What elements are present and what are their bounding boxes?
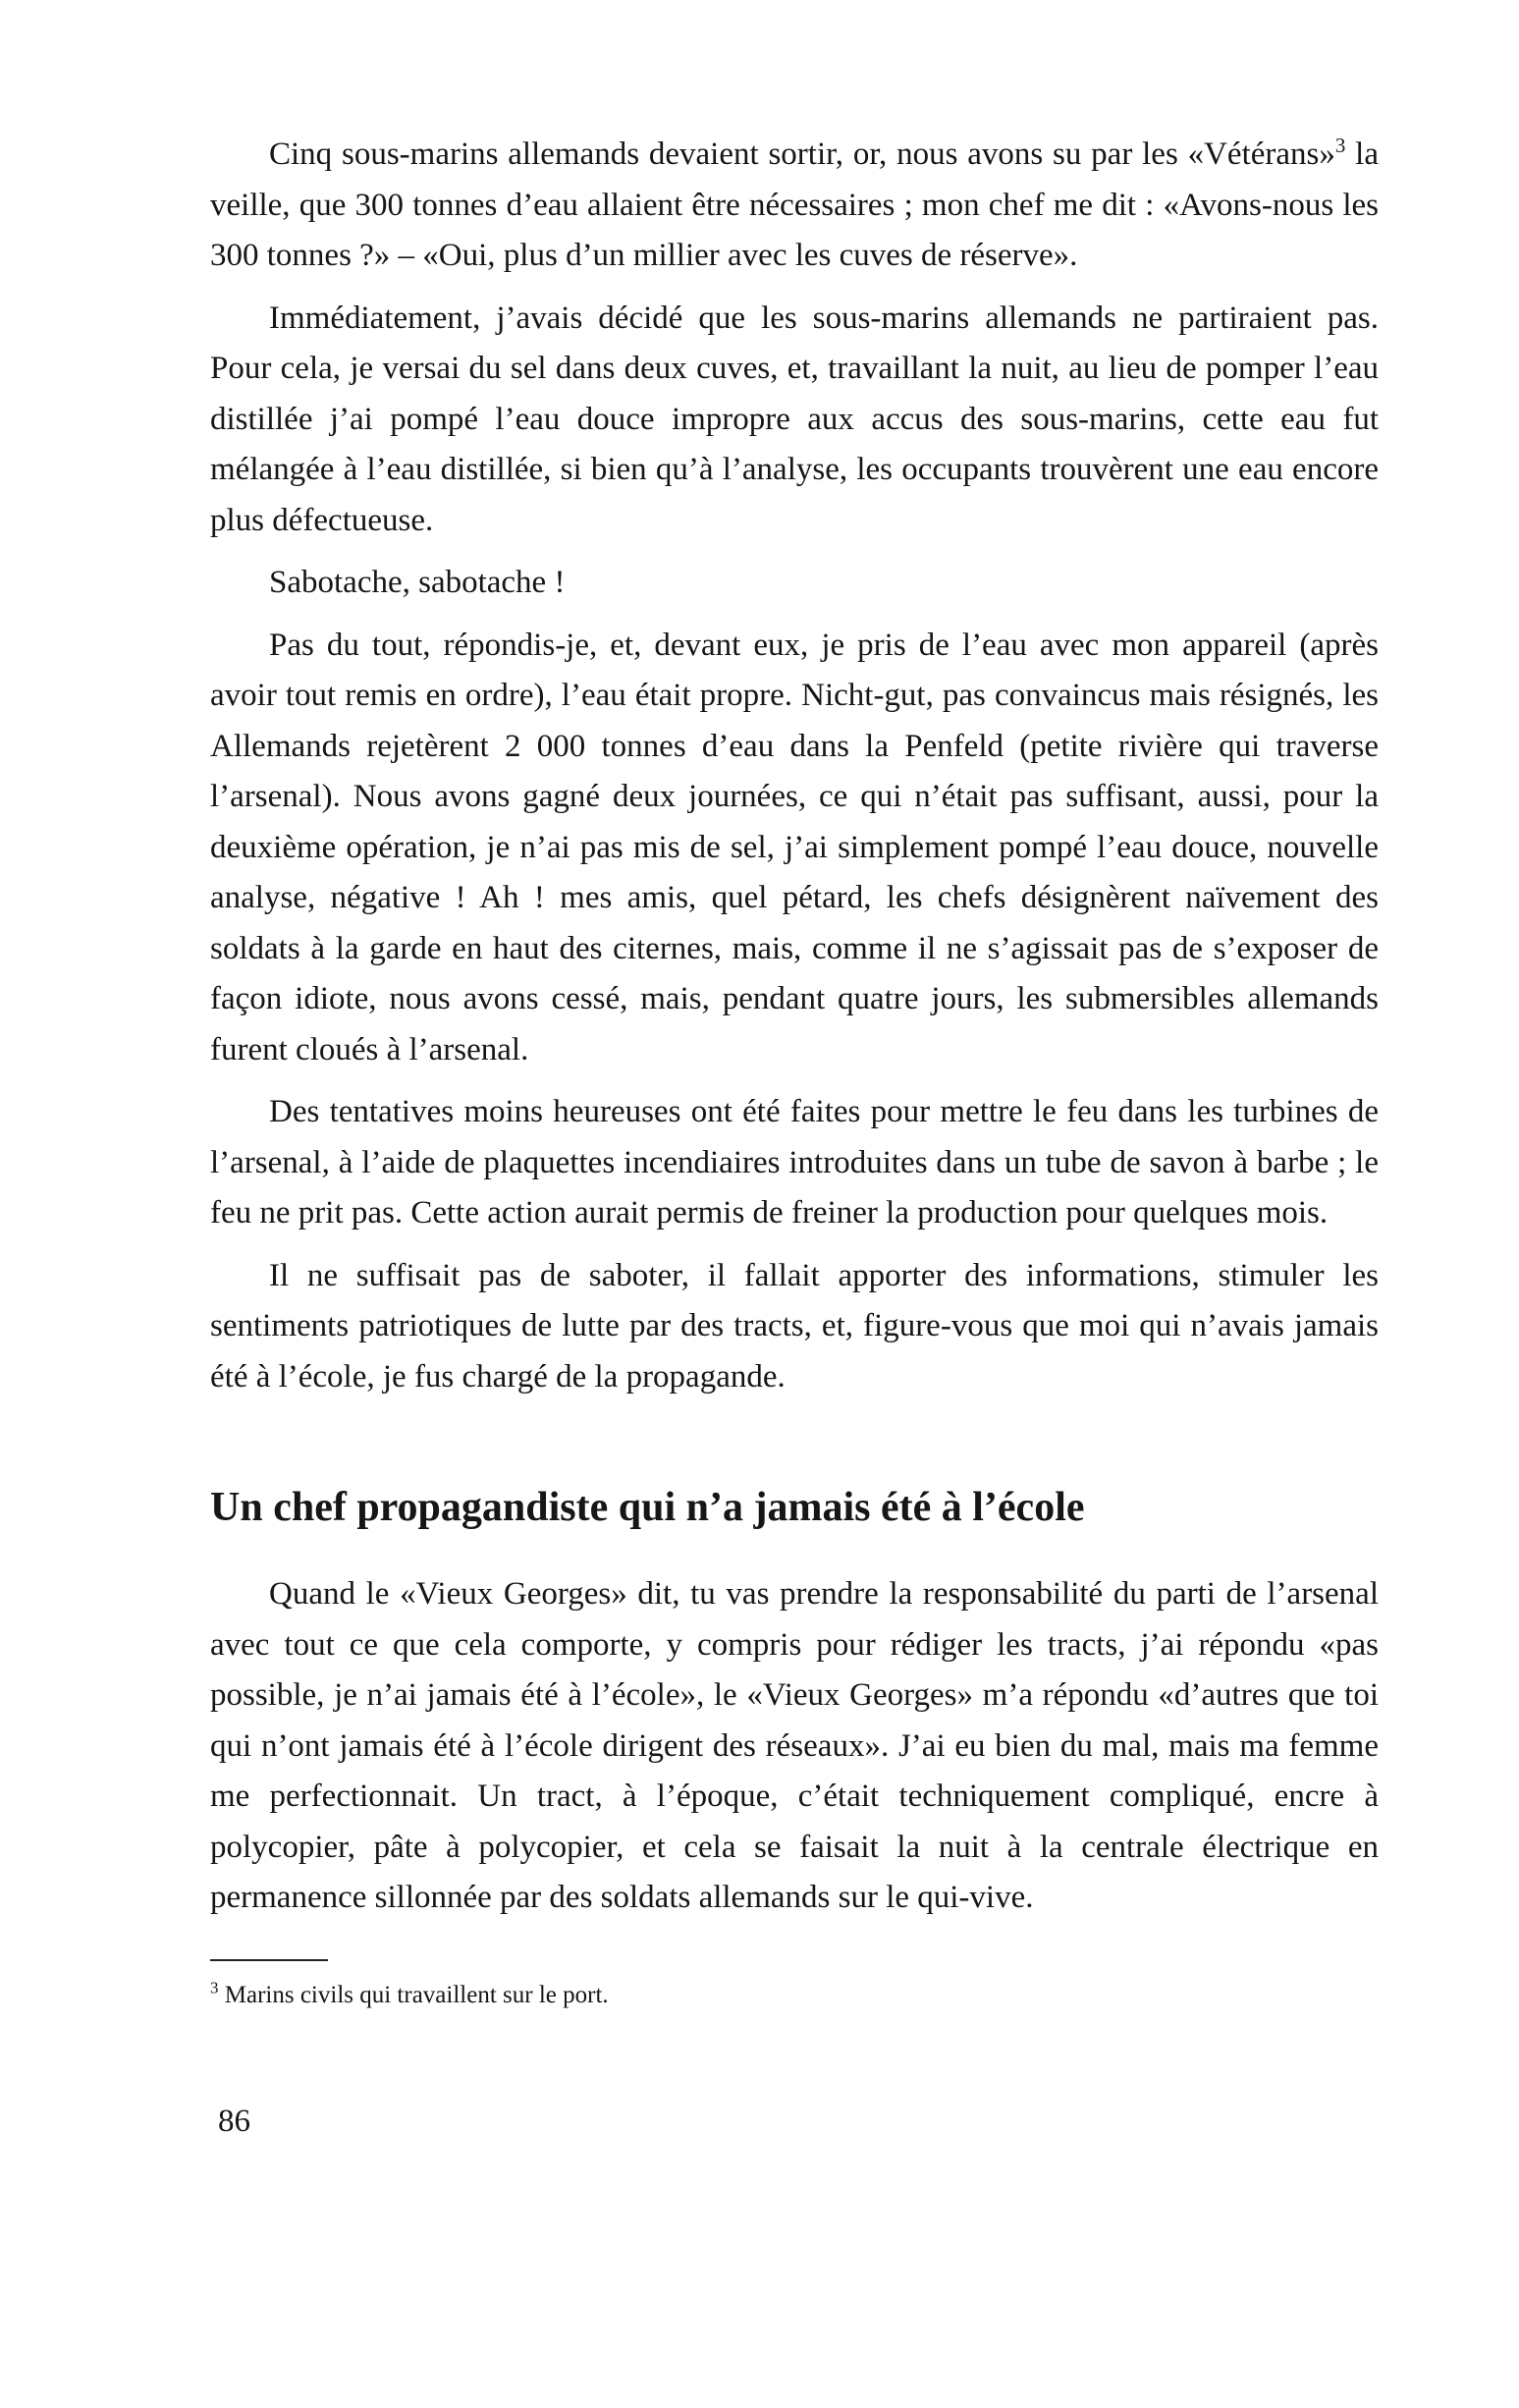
footnote-text: Marins civils qui travaillent sur le port.	[218, 1982, 609, 2008]
paragraph-1	[210, 130, 1379, 282]
footnote	[210, 1979, 897, 2012]
section-heading: Un chef propagandiste qui n’a jamais été à l’école	[210, 1485, 1085, 1530]
paragraph-1-text-end: la veille, que 300 tonnes d’eau allaient être nécessaires ; mon chef me dit : «Avons-nous les 300 tonnes ?» – «Oui, plus d’un millier avec les cuves de réserve».	[210, 137, 1379, 273]
footnote-reference[interactable]: 3	[1334, 134, 1346, 157]
footnote-mark: 3	[210, 1978, 219, 1998]
paragraph-1-text-start: Cinq sous-marins allemands devaient sortir, or, nous avons su par les «Vétérans»	[269, 137, 1335, 172]
paragraph-6: Il ne suffisait pas de saboter, il fallait apporter des informations, stimuler les sentiments patriotiques de lutte par des tracts, et, figure-vous que moi qui n’avais jamais été à l’école, je fus chargé de la propagande.	[210, 1257, 1379, 1395]
paragraph-3: Sabotache, sabotache !	[269, 565, 566, 600]
paragraph-7: Quand le «Vieux Georges» dit, tu vas prendre la responsabilité du parti de l’arsenal avec tout ce que cela comporte, y compris pour rédiger les tracts, j’ai répondu «pas possible, je n’ai jamais été à l’école», le «Vieux Georges» m’a répondu «d’autres que toi qui n’ont jamais été à l’école dirigent des réseaux». J’ai eu bien du mal, mais ma femme me perfectionnait. Un tract, à l’époque, c’était techniquement compliqué, encre à polycopier, pâte à polycopier, et cela se faisait la nuit à la centrale électrique en permanence sillonnée par des soldats allemands sur le qui-vive.	[210, 1576, 1379, 1915]
paragraph-2: Immédiatement, j’avais décidé que les sous-marins allemands ne partiraient pas. Pour cela, je versai du sel dans deux cuves, et, travaillant la nuit, au lieu de pomper l’eau distillée j’ai pompé l’eau douce impropre aux accus des sous-marins, cette eau fut mélangée à l’eau distillée, si bien qu’à l’analyse, les occupants trouvèrent une eau encore plus défectueuse.	[210, 300, 1379, 538]
body-text	[210, 130, 1379, 1924]
footnote-area	[210, 1959, 897, 2012]
paragraph-5: Des tentatives moins heureuses ont été faites pour mettre le feu dans les turbines de l’arsenal, à l’aide de plaquettes incendiaires introduites dans un tube de savon à barbe ; le feu ne prit pas. Cette action aurait permis de freiner la production pour quelques mois.	[210, 1094, 1379, 1231]
paragraph-4: Pas du tout, répondis-je, et, devant eux, je pris de l’eau avec mon appareil (après avoir tout remis en ordre), l’eau était propre. Nicht-gut, pas convaincus mais résignés, les Allemands rejetèrent 2 000 tonnes d’eau dans la Penfeld (petite rivière qui traverse l’arsenal). Nous avons gagné deux journées, ce qui n’était pas suffisant, aussi, pour la deuxième opération, je n’ai pas mis de sel, j’ai simplement pompé l’eau douce, nouvelle analyse, négative ! Ah ! mes amis, quel pétard, les chefs désignèrent naïvement des soldats à la garde en haut des citernes, mais, comme il ne s’agissait pas de s’exposer de façon idiote, nous avons cessé, mais, pendant quatre jours, les submersibles allemands furent cloués à l’arsenal.	[210, 627, 1379, 1067]
page-number: 86	[218, 2104, 250, 2139]
footnote-rule	[210, 1959, 328, 1961]
